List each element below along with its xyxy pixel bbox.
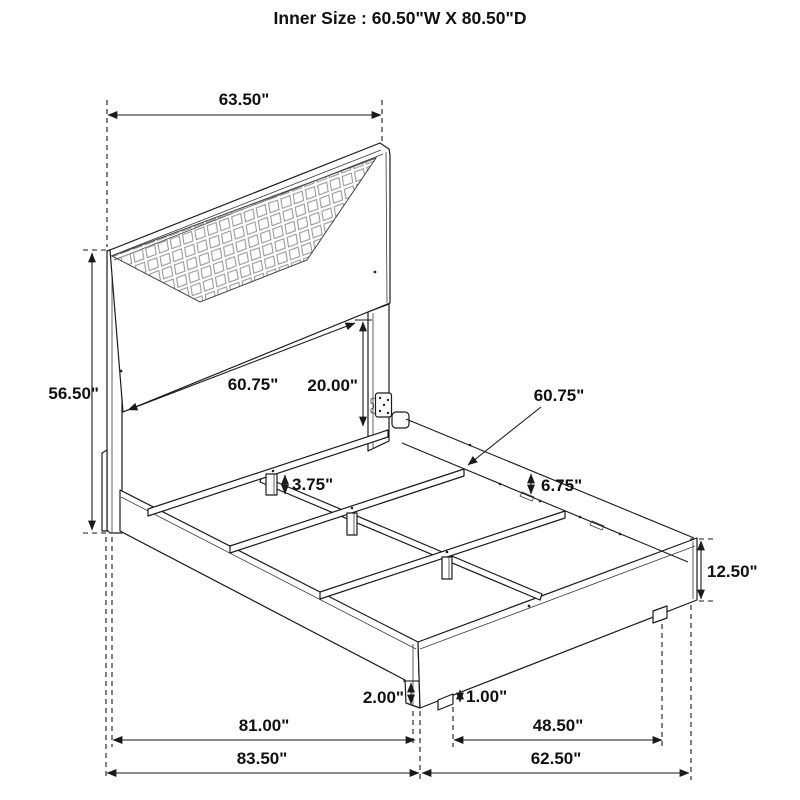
label-footboard-clearance: 1.00" bbox=[466, 687, 508, 706]
label-slat-length: 60.75" bbox=[533, 386, 585, 405]
slat-1 bbox=[148, 430, 388, 516]
slat-2-leg bbox=[347, 513, 357, 535]
label-post-height: 20.00" bbox=[307, 376, 358, 395]
panel-hole-left bbox=[120, 370, 123, 373]
diagram-title: Inner Size : 60.50"W X 80.50"D bbox=[273, 8, 527, 28]
bracket-hole-4 bbox=[379, 410, 381, 412]
label-panel-width: 60.75" bbox=[227, 375, 279, 394]
headboard bbox=[102, 143, 390, 533]
footboard-hole bbox=[528, 605, 531, 608]
left-rail-top-edge-inner bbox=[121, 497, 416, 649]
headboard-right-post bbox=[368, 304, 389, 451]
label-headboard-width: 63.50" bbox=[218, 90, 270, 109]
bracket-hole-2 bbox=[387, 399, 389, 401]
bracket-hole-1 bbox=[379, 397, 381, 399]
headboard-left-post-foot bbox=[102, 450, 107, 531]
label-footboard-width: 62.50" bbox=[530, 749, 582, 768]
label-footboard-inner: 48.50" bbox=[532, 716, 584, 735]
label-overall-depth: 83.50" bbox=[236, 749, 288, 768]
rail-screw-1 bbox=[469, 444, 472, 447]
right-rail-end-cap bbox=[392, 412, 409, 428]
slat-3-leg bbox=[442, 557, 452, 579]
left-side-rail bbox=[120, 490, 420, 708]
label-inner-depth: 81.00" bbox=[238, 716, 290, 735]
ledge-screw-1 bbox=[499, 483, 502, 486]
slat-3-hole bbox=[446, 551, 449, 554]
label-rail-ledge-gap: 6.75" bbox=[541, 476, 583, 495]
slat-2-hole bbox=[351, 507, 354, 510]
label-rail-clearance: 2.00" bbox=[362, 688, 404, 707]
slat-1-hole bbox=[272, 470, 275, 473]
slat-1-leg bbox=[266, 474, 277, 495]
left-rail-panel bbox=[120, 490, 420, 708]
label-slat-leg-height: 3.75" bbox=[292, 475, 334, 494]
ledge-screw-4 bbox=[619, 533, 622, 536]
bracket-hole-5 bbox=[387, 412, 389, 414]
ledge-screw-3 bbox=[579, 516, 582, 519]
extension-lines bbox=[83, 100, 713, 780]
bracket-hole-3 bbox=[383, 404, 385, 406]
label-headboard-height: 56.50" bbox=[48, 384, 99, 403]
panel-hole-right bbox=[374, 271, 377, 274]
ledge-screw-2 bbox=[539, 500, 542, 503]
label-rail-height: 12.50" bbox=[707, 562, 758, 581]
right-rail-ledge bbox=[402, 443, 688, 562]
leader-slat-length bbox=[468, 407, 541, 465]
